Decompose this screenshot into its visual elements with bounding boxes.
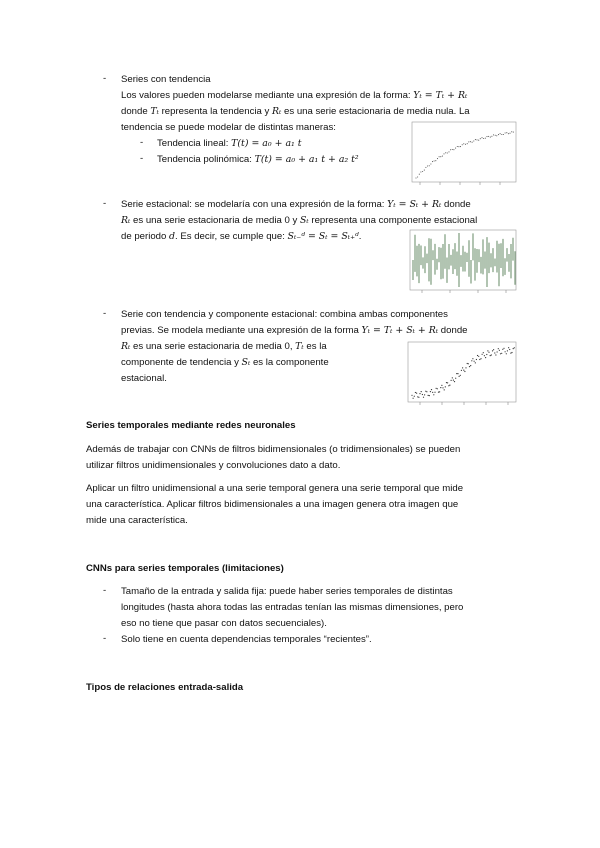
plot-point bbox=[457, 146, 458, 147]
formula: Tₜ bbox=[150, 106, 159, 117]
plot-point bbox=[464, 371, 465, 372]
plot-point bbox=[434, 392, 435, 393]
plot-point bbox=[437, 388, 438, 389]
plot-point bbox=[448, 151, 449, 152]
plot-point bbox=[450, 149, 451, 150]
trend-title: Series con tendencia bbox=[121, 74, 211, 85]
plot-point bbox=[459, 376, 460, 377]
plot-point bbox=[488, 352, 489, 353]
combined-line-5: estacional. bbox=[121, 373, 167, 384]
formula: Rₜ bbox=[121, 341, 131, 352]
plot-point bbox=[465, 367, 466, 368]
plot-point bbox=[468, 141, 469, 142]
plot-point bbox=[462, 144, 463, 145]
formula: Yₜ = Tₜ + Rₜ bbox=[413, 90, 468, 101]
limits-heading: CNNs para series temporales (limitaciones) bbox=[86, 563, 284, 574]
plot-point bbox=[427, 165, 428, 166]
plot-point bbox=[471, 360, 472, 361]
plot-point bbox=[507, 350, 508, 351]
trend-line-1 bbox=[121, 89, 467, 102]
plot-point bbox=[484, 355, 485, 356]
plot-point bbox=[475, 362, 476, 363]
plot-point bbox=[493, 134, 494, 135]
plot-point bbox=[495, 135, 496, 136]
plot-point bbox=[501, 353, 502, 354]
bullet-dash: - bbox=[140, 137, 144, 148]
plot-point bbox=[486, 136, 487, 137]
plot-point bbox=[440, 387, 441, 388]
neural-p2-line-1: Aplicar un filtro unidimensional a una serie temporal genera una serie temporal que mide bbox=[86, 483, 464, 494]
plot-point bbox=[499, 350, 500, 351]
plot-point bbox=[445, 152, 446, 153]
plot-point bbox=[494, 352, 495, 353]
plot-point bbox=[460, 375, 461, 376]
plot-point bbox=[492, 350, 493, 351]
plot-point bbox=[415, 392, 416, 393]
io-heading: Tipos de relaciones entrada-salida bbox=[86, 682, 244, 693]
plot-point bbox=[432, 161, 433, 162]
limits-b1-line-1: Tamaño de la entrada y salida fija: puede haber series temporales de distintas bbox=[121, 586, 453, 597]
plot-point bbox=[474, 361, 475, 362]
text: donde bbox=[121, 106, 151, 117]
plot-point bbox=[465, 144, 466, 145]
plot-point bbox=[498, 348, 499, 349]
plot-point bbox=[425, 167, 426, 168]
trend-bullet-linear bbox=[157, 137, 302, 150]
plot-point bbox=[505, 351, 506, 352]
plot-point bbox=[483, 138, 484, 139]
text: es una serie estacionaria de media 0 y bbox=[130, 215, 300, 226]
plot-point bbox=[414, 396, 415, 397]
plot-point bbox=[508, 133, 509, 134]
plot-point bbox=[497, 351, 498, 352]
seasonal-line-2 bbox=[121, 214, 477, 227]
plot-point bbox=[436, 388, 437, 389]
plot-point bbox=[482, 354, 483, 355]
plot-point bbox=[463, 143, 464, 144]
plot-point bbox=[475, 139, 476, 140]
plot-point bbox=[503, 348, 504, 349]
plot-point bbox=[506, 132, 507, 133]
bullet-dash: - bbox=[103, 198, 107, 209]
plot-point bbox=[421, 391, 422, 392]
neural-p2-line-2: una característica. Aplicar filtros bidimensionales a una imagen genera otra imagen que bbox=[86, 499, 459, 510]
plot-point bbox=[495, 354, 496, 355]
text: Los valores pueden modelarse mediante una expresión de la forma: bbox=[121, 90, 414, 101]
neural-heading: Series temporales mediante redes neuronales bbox=[86, 420, 296, 431]
plot-point bbox=[447, 152, 448, 153]
text: representa una componente estacional bbox=[308, 215, 478, 226]
plot-point bbox=[458, 146, 459, 147]
plot-point bbox=[417, 396, 418, 397]
plot-point bbox=[418, 397, 419, 398]
plot-point bbox=[513, 132, 514, 133]
formula: T(t) = a₀ + a₁ t + a₂ t² bbox=[254, 154, 359, 165]
plot-point bbox=[460, 146, 461, 147]
bullet-dash: - bbox=[103, 633, 107, 644]
plot-point bbox=[500, 133, 501, 134]
text: representa la tendencia y bbox=[158, 106, 272, 117]
formula: Sₜ bbox=[241, 357, 251, 368]
plot-point bbox=[503, 134, 504, 135]
plot-point bbox=[496, 135, 497, 136]
trend-bullet-poly bbox=[157, 153, 359, 166]
plot-point bbox=[481, 137, 482, 138]
plot-point bbox=[453, 380, 454, 381]
plot-point bbox=[483, 352, 484, 353]
plot-point bbox=[463, 370, 464, 371]
plot-point bbox=[491, 136, 492, 137]
text: . Es decir, se cumple que: bbox=[175, 231, 288, 242]
plot-point bbox=[487, 350, 488, 351]
plot-point bbox=[433, 394, 434, 395]
plot-point bbox=[455, 148, 456, 149]
plot-point bbox=[455, 378, 456, 379]
plot-point bbox=[490, 137, 491, 138]
plot-point bbox=[445, 386, 446, 387]
plot-point bbox=[443, 153, 444, 154]
bullet-dash: - bbox=[103, 73, 107, 84]
plot-point bbox=[444, 389, 445, 390]
plot-point bbox=[424, 170, 425, 171]
plot-point bbox=[473, 140, 474, 141]
seasonal-line-3 bbox=[121, 230, 361, 243]
limits-b1-line-2: longitudes (hasta ahora todas las entradas tenían las mismas dimensiones, pero bbox=[121, 602, 464, 613]
plot-point bbox=[431, 389, 432, 390]
text: donde bbox=[441, 199, 471, 210]
plot-point bbox=[513, 348, 514, 349]
plot-point bbox=[511, 131, 512, 132]
plot-point bbox=[454, 381, 455, 382]
plot-point bbox=[510, 353, 511, 354]
plot-point bbox=[505, 132, 506, 133]
bullet-dash: - bbox=[103, 308, 107, 319]
plot-point bbox=[435, 160, 436, 161]
seasonal-series-plot bbox=[400, 228, 518, 300]
plot-point bbox=[452, 377, 453, 378]
plot-point bbox=[500, 353, 501, 354]
plot-point bbox=[485, 357, 486, 358]
plot-point bbox=[514, 347, 515, 348]
text: es una serie estacionaria de media 0, bbox=[130, 341, 296, 352]
plot-point bbox=[438, 392, 439, 393]
plot-point bbox=[441, 385, 442, 386]
plot-point bbox=[498, 134, 499, 135]
plot-point bbox=[491, 354, 492, 355]
formula: Rₜ bbox=[121, 215, 131, 226]
plot-point bbox=[448, 385, 449, 386]
trend-line-2 bbox=[121, 105, 470, 118]
trend-line-3: tendencia se puede modelar de distintas maneras: bbox=[121, 122, 336, 133]
plot-point bbox=[486, 354, 487, 355]
formula: Sₜ bbox=[299, 215, 309, 226]
text: previas. Se modela mediante una expresión de la forma bbox=[121, 325, 362, 336]
plot-point bbox=[434, 160, 435, 161]
plot-point bbox=[453, 149, 454, 150]
combined-series-plot bbox=[396, 338, 518, 414]
plot-point bbox=[451, 380, 452, 381]
plot-point bbox=[476, 139, 477, 140]
plot-point bbox=[509, 349, 510, 350]
plot-point bbox=[424, 394, 425, 395]
bullet-dash: - bbox=[103, 585, 107, 596]
text: es la bbox=[303, 341, 327, 352]
plot-point bbox=[478, 356, 479, 357]
plot-point bbox=[425, 391, 426, 392]
text: Tendencia lineal: bbox=[157, 138, 232, 149]
plot-point bbox=[506, 353, 507, 354]
plot-point bbox=[511, 352, 512, 353]
plot-point bbox=[420, 171, 421, 172]
text: Serie estacional: se modelaría con una expresión de la forma: bbox=[121, 199, 388, 210]
plot-point bbox=[501, 134, 502, 135]
plot-point bbox=[472, 142, 473, 143]
plot-point bbox=[478, 140, 479, 141]
plot-point bbox=[413, 398, 414, 399]
formula: d bbox=[169, 231, 176, 242]
text: es una serie estacionaria de media nula. La bbox=[281, 106, 470, 117]
plot-point bbox=[422, 171, 423, 172]
combined-line-4 bbox=[121, 356, 329, 369]
plot-point bbox=[429, 395, 430, 396]
plot-point bbox=[442, 156, 443, 157]
plot-point bbox=[456, 373, 457, 374]
plot-point bbox=[416, 393, 417, 394]
plot-point bbox=[470, 365, 471, 366]
text: donde bbox=[438, 325, 468, 336]
plot-point bbox=[493, 349, 494, 350]
plot-point bbox=[422, 394, 423, 395]
plot-point bbox=[415, 177, 416, 178]
plot-point bbox=[490, 355, 491, 356]
plot-point bbox=[449, 385, 450, 386]
limits-b2: Solo tiene en cuenta dependencias temporales “recientes”. bbox=[121, 634, 372, 645]
plot-point bbox=[502, 349, 503, 350]
plot-point bbox=[468, 363, 469, 364]
formula: Sₜ₋ᵈ = Sₜ = Sₜ₊ᵈ bbox=[287, 231, 359, 242]
trend-series-plot bbox=[400, 120, 518, 192]
plot-point bbox=[432, 392, 433, 393]
plot-point bbox=[509, 133, 510, 134]
text: de periodo bbox=[121, 231, 170, 242]
plot-point bbox=[430, 163, 431, 164]
text: es la componente bbox=[250, 357, 329, 368]
plot-point bbox=[485, 138, 486, 139]
neural-p2-line-3: mide una característica. bbox=[86, 515, 188, 526]
plot-point bbox=[447, 382, 448, 383]
plot-point bbox=[442, 387, 443, 388]
text: . bbox=[358, 231, 362, 242]
plot-point bbox=[439, 391, 440, 392]
plot-point bbox=[440, 156, 441, 157]
neural-p1-line-1: Además de trabajar con CNNs de filtros bidimensionales (o tridimensionales) se pueden bbox=[86, 444, 461, 455]
plot-point bbox=[452, 149, 453, 150]
formula: Yₜ = Sₜ + Rₜ bbox=[387, 199, 442, 210]
plot-point bbox=[411, 395, 412, 396]
plot-point bbox=[419, 393, 420, 394]
formula: Tₜ bbox=[295, 341, 304, 352]
plot-point bbox=[439, 156, 440, 157]
plot-point bbox=[461, 370, 462, 371]
plot-point bbox=[479, 359, 480, 360]
plot-point bbox=[430, 391, 431, 392]
plot-point bbox=[428, 395, 429, 396]
plot-point bbox=[457, 373, 458, 374]
bullet-dash: - bbox=[140, 153, 144, 164]
text: componente de tendencia y bbox=[121, 357, 242, 368]
combined-line-3 bbox=[121, 340, 327, 353]
plot-point bbox=[470, 141, 471, 142]
plot-point bbox=[419, 174, 420, 175]
combined-line-2 bbox=[121, 324, 467, 337]
plot-point bbox=[437, 158, 438, 159]
combined-line-1: Serie con tendencia y componente estacional: combina ambas componentes bbox=[121, 309, 448, 320]
plot-point bbox=[429, 165, 430, 166]
plot-point bbox=[462, 367, 463, 368]
formula: Rₜ bbox=[272, 106, 282, 117]
plot-point bbox=[417, 176, 418, 177]
plot-point bbox=[488, 136, 489, 137]
plot-point bbox=[423, 397, 424, 398]
text: Tendencia polinómica: bbox=[157, 154, 255, 165]
plot-point bbox=[467, 143, 468, 144]
formula: T(t) = a₀ + a₁ t bbox=[231, 138, 302, 149]
plot-point bbox=[476, 359, 477, 360]
formula: Yₜ = Tₜ + Sₜ + Rₜ bbox=[361, 325, 439, 336]
plot-point bbox=[446, 382, 447, 383]
plot-point bbox=[508, 347, 509, 348]
plot-point bbox=[477, 355, 478, 356]
plot-point bbox=[480, 358, 481, 359]
plot-point bbox=[467, 363, 468, 364]
neural-p1-line-2: utilizar filtros unidimensionales y convoluciones dato a dato. bbox=[86, 460, 341, 471]
plot-point bbox=[426, 391, 427, 392]
seasonal-line-1 bbox=[121, 198, 471, 211]
plot-point bbox=[469, 366, 470, 367]
plot-point bbox=[480, 138, 481, 139]
limits-b1-line-3: eso no tiene que pasar con datos secuenciales). bbox=[121, 618, 327, 629]
plot-point bbox=[472, 358, 473, 359]
